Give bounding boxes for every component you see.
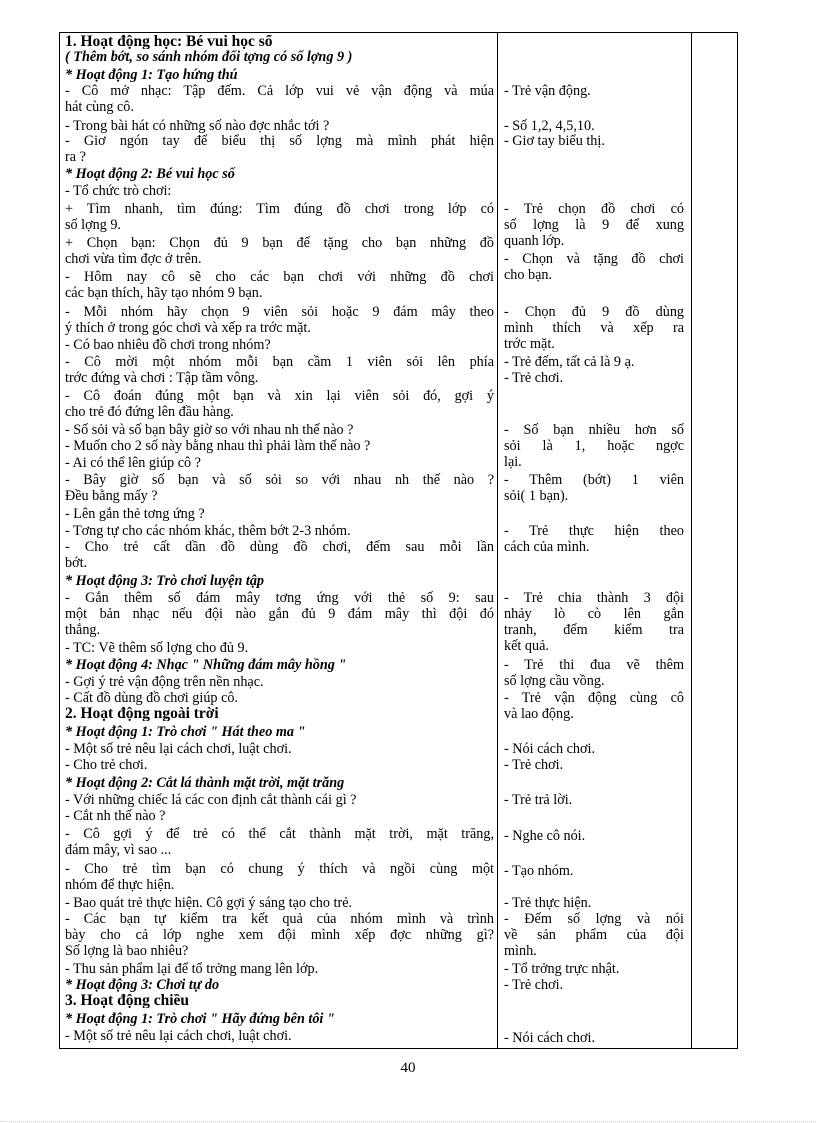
text-line: ý thích ở trong góc chơi và xếp ra trớc mặt.: [65, 321, 311, 335]
text-line: - TC: Vẽ thêm số lợng cho đủ 9.: [65, 641, 249, 655]
lesson-subtitle: ( Thêm bớt, so sánh nhóm đối tợng có số lợng 9 ): [65, 50, 353, 64]
text-line: - Cất đồ dùng đồ chơi giúp cô.: [65, 691, 239, 705]
response-line: - Trẻ chọn đồ chơi có: [504, 202, 684, 216]
text-line: - Các bạn tự kiểm tra kết quả của nhóm mình và trình: [65, 912, 494, 926]
response-line: - Đếm số lợng và nói: [504, 912, 684, 926]
response-line: cho bạn.: [504, 268, 553, 282]
text-line: - Cho trẻ tìm bạn có chung ý thích và ngồi cùng một: [65, 862, 494, 876]
text-line: - Lên gắn thẻ tơng ứng ?: [65, 507, 205, 521]
text-line: cho trẻ đó đứng lên đầu hàng.: [65, 405, 234, 419]
text-line: - Trong bài hát có những số nào đợc nhắc tới ?: [65, 119, 330, 133]
activity-heading: * Hoạt động 4: Nhạc " Những đám mây hồng ": [65, 658, 347, 672]
text-line: - Với những chiếc lá các con định cắt thành cái gì ?: [65, 793, 357, 807]
text-line: Số lợng là bao nhiêu?: [65, 944, 189, 958]
response-line: - Trẻ đếm, tất cả là 9 ạ.: [504, 355, 635, 369]
response-line: - Trẻ chơi.: [504, 978, 564, 992]
response-line: - Trẻ chia thành 3 đội: [504, 591, 684, 605]
text-line: các bạn thích, hãy tạo nhóm 9 bạn.: [65, 286, 263, 300]
text-line: - Tơng tự cho các nhóm khác, thêm bớt 2-3 nhóm.: [65, 524, 351, 538]
text-line: chơi vừa tìm đợc ở trên.: [65, 252, 202, 266]
text-line: nhóm để thực hiện.: [65, 878, 175, 892]
text-line: một bản nhạc nếu đội nào gắn đủ 9 đám mây thì đội đó: [65, 607, 494, 621]
response-line: - Trẻ chơi.: [504, 371, 564, 385]
text-line: - Ai có thể lên giúp cô ?: [65, 456, 201, 470]
text-line: ra ?: [65, 150, 86, 164]
response-line: - Trẻ vận động.: [504, 84, 591, 98]
text-line: - Cô mở nhạc: Tập đếm. Cả lớp vui vẻ vận động và múa: [65, 84, 494, 98]
text-line: Đều bằng mấy ?: [65, 489, 158, 503]
text-line: - Gợi ý trẻ vận động trên nền nhạc.: [65, 675, 264, 689]
response-line: - Trẻ thực hiện theo: [504, 524, 684, 538]
page-number: 40: [400, 1060, 416, 1076]
text-line: bày cho cả lớp nghe xem đội mình xếp đợc những gì?: [65, 928, 494, 942]
lesson-plan-table: [59, 32, 738, 1049]
response-line: về sản phẩm của đội: [504, 928, 684, 942]
section-heading: 3. Hoạt động chiều: [65, 994, 190, 1008]
text-line: - Cắt nh thế nào ?: [65, 809, 166, 823]
response-line: - Thêm (bớt) 1 viên: [504, 473, 684, 487]
response-line: - Trẻ thi đua vẽ thêm: [504, 658, 684, 672]
text-line: + Tìm nhanh, tìm đúng: Tìm đúng đồ chơi trong lớp có: [65, 202, 494, 216]
activity-heading: * Hoạt động 1: Trò chơi " Hãy đứng bên tôi ": [65, 1012, 335, 1026]
activity-heading: * Hoạt động 3: Chơi tự do: [65, 978, 220, 992]
response-line: - Trẻ trả lời.: [504, 793, 573, 807]
response-line: tranh, đếm kiểm tra: [504, 623, 684, 637]
response-line: mình thích và xếp ra: [504, 321, 684, 335]
response-line: và lao động.: [504, 707, 574, 721]
response-line: - Chọn và tặng đồ chơi: [504, 252, 684, 266]
response-line: - Số 1,2, 4,5,10.: [504, 119, 595, 133]
response-line: - Số bạn nhiều hơn số: [504, 423, 684, 437]
text-line: hát cùng cô.: [65, 100, 134, 114]
response-line: số lợng cầu vồng.: [504, 674, 605, 688]
text-line: - Tổ chức trò chơi:: [65, 184, 172, 198]
text-line: - Bao quát trẻ thực hiện. Cô gợi ý sáng tạo cho trẻ.: [65, 896, 353, 910]
text-line: - Bây giờ số bạn và số sỏi so với nhau nh thế nào ?: [65, 473, 494, 487]
text-line: - Có bao nhiêu đồ chơi trong nhóm?: [65, 338, 271, 352]
response-line: sỏi( 1 bạn).: [504, 489, 569, 503]
text-line: bớt.: [65, 556, 88, 570]
text-line: - Cho trẻ chơi.: [65, 758, 148, 772]
response-line: - Trẻ thực hiện.: [504, 896, 592, 910]
text-line: trớc đứng và chơi : Tập tầm vông.: [65, 371, 259, 385]
text-line: - Thu sản phẩm lại để tổ trởng mang lên lớp.: [65, 962, 319, 976]
activity-heading: * Hoạt động 2: Cắt lá thành mặt trời, mặt trăng: [65, 776, 345, 790]
response-line: - Tạo nhóm.: [504, 864, 574, 878]
text-line: đám mây, vì sao ...: [65, 843, 172, 857]
activity-heading: * Hoạt động 2: Bé vui học số: [65, 167, 235, 181]
response-line: - Chọn đủ 9 đồ dùng: [504, 305, 684, 319]
column-divider: [691, 33, 692, 1048]
response-line: quanh lớp.: [504, 234, 565, 248]
response-line: cách của mình.: [504, 540, 590, 554]
activity-heading: * Hoạt động 3: Trò chơi luyện tập: [65, 574, 265, 588]
text-line: - Cô đoán đúng một bạn và xin lại viên sỏi đó, gợi ý: [65, 389, 494, 403]
text-line: - Mỗi nhóm hãy chọn 9 viên sỏi hoặc 9 đám mây theo: [65, 305, 494, 319]
column-divider: [497, 33, 498, 1048]
text-line: - Số sỏi và số bạn bây giờ so với nhau nh thế nào ?: [65, 423, 354, 437]
activity-heading: * Hoạt động 1: Trò chơi " Hát theo ma ": [65, 725, 306, 739]
activity-heading: * Hoạt động 1: Tạo hứng thú: [65, 68, 238, 82]
response-line: trớc mặt.: [504, 337, 555, 351]
response-line: - Nói cách chơi.: [504, 1031, 596, 1045]
response-line: số lợng là 9 để xung: [504, 218, 684, 232]
response-line: sỏi là 1, hoặc ngợc: [504, 439, 684, 453]
text-line: - Giơ ngón tay để biểu thị số lợng mà mình phát hiện: [65, 134, 494, 148]
text-line: - Muốn cho 2 số này bằng nhau thì phải làm thế nào ?: [65, 439, 371, 453]
text-line: số lợng 9.: [65, 218, 121, 232]
text-line: - Cô gợi ý để trẻ có thể cắt thành mặt trời, mặt trăng,: [65, 827, 494, 841]
text-line: - Một số trẻ nêu lại cách chơi, luật chơi.: [65, 1029, 292, 1043]
response-line: lại.: [504, 455, 522, 469]
text-line: thắng.: [65, 623, 101, 637]
response-line: mình.: [504, 944, 537, 958]
response-line: - Giơ tay biểu thị.: [504, 134, 605, 148]
response-line: - Nghe cô nói.: [504, 829, 586, 843]
text-line: - Một số trẻ nêu lại cách chơi, luật chơi.: [65, 742, 292, 756]
response-line: - Trẻ vận động cùng cô: [504, 691, 684, 705]
text-line: - Cô mời một nhóm mỗi bạn cầm 1 viên sỏi lên phía: [65, 355, 494, 369]
text-line: + Chọn bạn: Chọn đủ 9 bạn để tặng cho bạn những đồ: [65, 236, 494, 250]
response-line: nhảy lò cò lên gắn: [504, 607, 684, 621]
text-line: - Hôm nay cô sẽ cho các bạn chơi với những đồ chơi: [65, 270, 494, 284]
text-line: - Cho trẻ cất dần đồ dùng đồ chơi, đếm sau mỗi lần: [65, 540, 494, 554]
section-heading: 2. Hoạt động ngoài trời: [65, 707, 219, 721]
text-line: - Gắn thêm số đám mây tơng ứng với thẻ số 9: sau: [65, 591, 494, 605]
response-line: - Trẻ chơi.: [504, 758, 564, 772]
response-line: kết quả.: [504, 639, 549, 653]
response-line: - Nói cách chơi.: [504, 742, 596, 756]
section-heading: 1. Hoạt động học: Bé vui học số: [65, 35, 273, 49]
response-line: - Tổ trởng trực nhật.: [504, 962, 620, 976]
page-footer-rule: [0, 1121, 816, 1122]
